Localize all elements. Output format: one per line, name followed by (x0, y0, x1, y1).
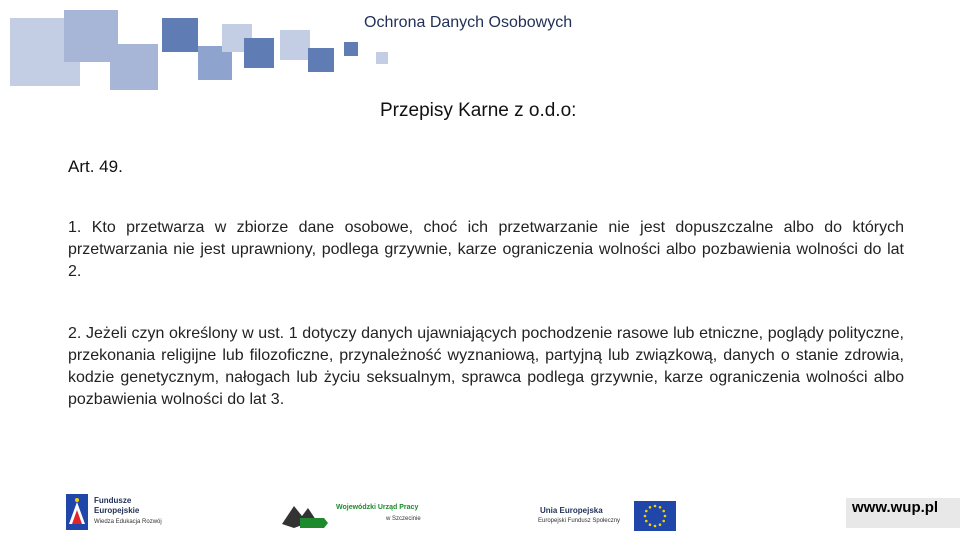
wup-line1: Wojewódzki Urząd Pracy (336, 504, 419, 511)
ue-line2: Europejski Fundusz Społeczny (538, 518, 621, 524)
unia-europejska-logo (536, 500, 678, 532)
ue-line1: Unia Europejska (540, 506, 603, 515)
fe-line3: Wiedza Edukacja Rozwój (94, 519, 162, 525)
fe-line2: Europejskie (94, 506, 140, 515)
wup-emblem-icon (280, 500, 330, 530)
fe-emblem-icon (66, 494, 88, 530)
wup-logo (280, 500, 430, 530)
wup-line2: w Szczecinie (386, 516, 421, 522)
article-heading: Art. 49. (68, 157, 123, 176)
fe-line1: Fundusze (94, 496, 132, 505)
website-link[interactable] (846, 498, 960, 528)
paragraph-2: 2. Jeżeli czyn określony w ust. 1 dotyczy danych ujawniających pochodzenie rasowe lub etniczne, poglądy polityczne, przekonania religijne lub filozoficzne, przynależność wyznaniową, partyjną lub związkową, danych o stanie zdrowia, kodzie genetycznym, nałogach lub życiu seksualnym, sprawca podlega grzywnie, karze ograniczenia wolności albo pozbawienia wolności do lat 3. (68, 325, 904, 408)
fundusze-europejskie-logo (66, 494, 176, 532)
eu-flag-icon (634, 501, 676, 531)
paragraph-1: 1. Kto przetwarza w zbiorze dane osobowe, choć ich przetwarzanie nie jest dopuszczalne albo do których przetwarzania nie jest uprawniony, podlega grzywnie, karze ograniczenia wolności albo pozbawienia wolności do lat 2. (68, 219, 904, 280)
slide-subtitle: Przepisy Karne z o.d.o: (380, 100, 577, 121)
header-title: Ochrona Danych Osobowych (364, 14, 573, 31)
website-text[interactable]: www.wup.pl (852, 499, 939, 516)
